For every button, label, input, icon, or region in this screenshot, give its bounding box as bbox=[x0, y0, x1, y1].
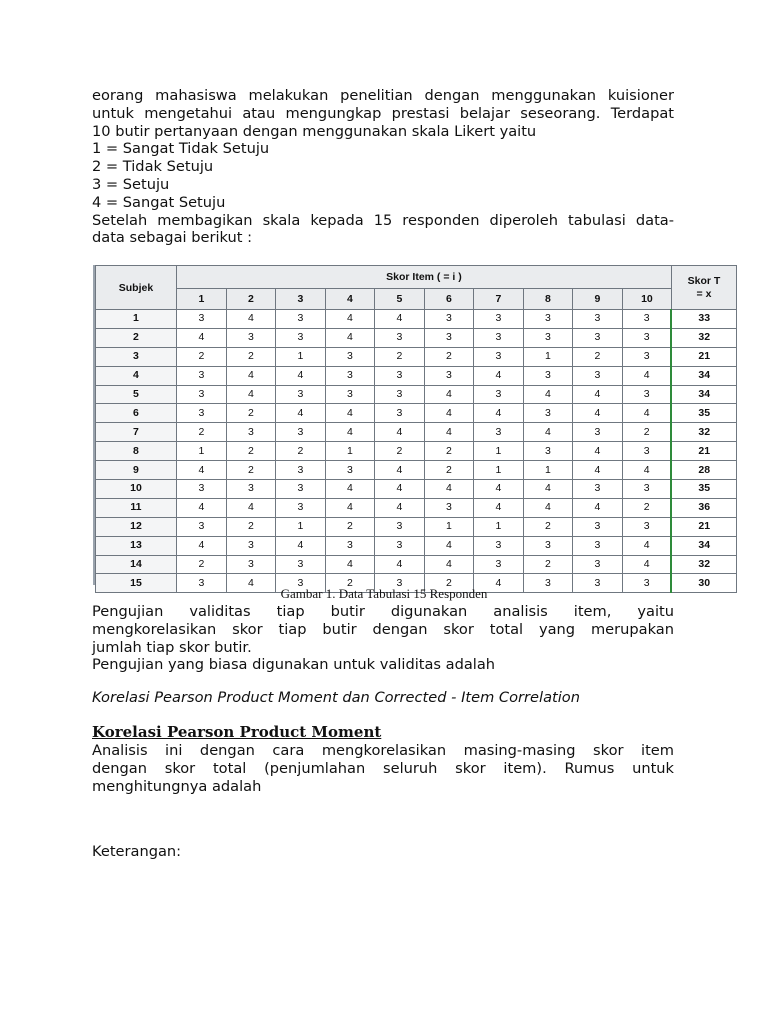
validity-line-2: mengkorelasikan skor tiap butir dengan skor total yang merupakan bbox=[92, 620, 674, 638]
score-cell: 4 bbox=[424, 423, 473, 442]
pearson-heading: Korelasi Pearson Product Moment bbox=[92, 723, 382, 741]
keterangan-label: Keterangan: bbox=[92, 843, 182, 860]
intro-line-5: data sebagai berikut : bbox=[92, 229, 253, 247]
score-cell: 4 bbox=[325, 480, 374, 499]
score-cell: 3 bbox=[275, 328, 325, 347]
score-cell: 1 bbox=[523, 461, 572, 480]
subject-cell: 15 bbox=[96, 574, 177, 593]
score-cell: 4 bbox=[226, 310, 275, 329]
score-cell: 4 bbox=[424, 385, 473, 404]
pearson-paragraph bbox=[92, 742, 674, 795]
score-cell: 4 bbox=[325, 328, 374, 347]
score-cell: 2 bbox=[325, 574, 374, 593]
intro-paragraph bbox=[92, 87, 674, 247]
score-cell: 3 bbox=[473, 423, 523, 442]
total-cell: 34 bbox=[671, 366, 736, 385]
likert-scale-3: 3 = Setuju bbox=[92, 175, 170, 193]
score-cell: 3 bbox=[473, 536, 523, 555]
subject-cell: 2 bbox=[96, 328, 177, 347]
score-cell: 4 bbox=[226, 574, 275, 593]
score-cell: 3 bbox=[176, 480, 226, 499]
score-cell: 3 bbox=[523, 310, 572, 329]
score-cell: 3 bbox=[523, 574, 572, 593]
score-cell: 4 bbox=[226, 498, 275, 517]
score-cell: 3 bbox=[572, 536, 622, 555]
score-cell: 3 bbox=[622, 385, 671, 404]
score-cell: 4 bbox=[523, 498, 572, 517]
total-cell: 28 bbox=[671, 461, 736, 480]
score-cell: 3 bbox=[572, 328, 622, 347]
likert-scale-1: 1 = Sangat Tidak Setuju bbox=[92, 140, 270, 158]
score-cell: 4 bbox=[473, 574, 523, 593]
score-cell: 4 bbox=[275, 536, 325, 555]
score-cell: 3 bbox=[622, 574, 671, 593]
score-cell: 3 bbox=[275, 480, 325, 499]
intro-line-2: untuk mengetahui atau mengungkap prestasi belajar seseorang. Terdapat bbox=[92, 104, 674, 122]
intro-line-3: 10 butir pertanyaan dengan menggunakan skala Likert yaitu bbox=[92, 122, 537, 140]
item-number-header: 6 bbox=[424, 289, 473, 310]
score-cell: 3 bbox=[424, 310, 473, 329]
score-cell: 1 bbox=[325, 442, 374, 461]
score-cell: 4 bbox=[325, 310, 374, 329]
validity-line-3: jumlah tiap skor butir. bbox=[92, 638, 252, 656]
score-cell: 2 bbox=[523, 555, 572, 574]
score-cell: 2 bbox=[424, 461, 473, 480]
item-number-header: 3 bbox=[275, 289, 325, 310]
score-cell: 4 bbox=[572, 498, 622, 517]
score-cell: 1 bbox=[473, 442, 523, 461]
score-cell: 3 bbox=[622, 480, 671, 499]
validity-line-1: Pengujian validitas tiap butir digunakan analisis item, yaitu bbox=[92, 603, 674, 620]
score-cell: 4 bbox=[176, 536, 226, 555]
subject-cell: 1 bbox=[96, 310, 177, 329]
score-cell: 4 bbox=[473, 366, 523, 385]
score-cell: 3 bbox=[325, 366, 374, 385]
score-cell: 4 bbox=[572, 385, 622, 404]
total-cell: 36 bbox=[671, 498, 736, 517]
table-row bbox=[96, 328, 737, 347]
score-cell: 3 bbox=[572, 480, 622, 499]
score-cell: 3 bbox=[572, 555, 622, 574]
pearson-line-2: dengan skor total (penjumlahan seluruh skor item). Rumus untuk bbox=[92, 759, 674, 777]
table-row bbox=[96, 404, 737, 423]
total-cell: 32 bbox=[671, 423, 736, 442]
score-cell: 2 bbox=[622, 498, 671, 517]
table-row bbox=[96, 517, 737, 536]
score-cell: 4 bbox=[275, 404, 325, 423]
score-cell: 4 bbox=[325, 498, 374, 517]
score-cell: 3 bbox=[374, 385, 424, 404]
score-cell: 1 bbox=[275, 517, 325, 536]
item-number-header: 4 bbox=[325, 289, 374, 310]
data-table-figure bbox=[93, 265, 721, 589]
table-row bbox=[96, 385, 737, 404]
item-number-header: 10 bbox=[622, 289, 671, 310]
total-cell: 34 bbox=[671, 385, 736, 404]
item-number-header: 8 bbox=[523, 289, 572, 310]
subject-header: Subjek bbox=[96, 266, 177, 310]
subject-cell: 4 bbox=[96, 366, 177, 385]
score-cell: 3 bbox=[572, 517, 622, 536]
score-cell: 4 bbox=[424, 536, 473, 555]
score-cell: 3 bbox=[473, 310, 523, 329]
score-cell: 1 bbox=[523, 347, 572, 366]
table-row bbox=[96, 423, 737, 442]
pearson-line-1: Analisis ini dengan cara mengkorelasikan masing-masing skor item bbox=[92, 742, 674, 759]
score-cell: 1 bbox=[424, 517, 473, 536]
score-cell: 3 bbox=[275, 385, 325, 404]
score-cell: 2 bbox=[226, 404, 275, 423]
score-cell: 1 bbox=[176, 442, 226, 461]
score-cell: 3 bbox=[226, 480, 275, 499]
total-cell: 21 bbox=[671, 442, 736, 461]
intro-line-4: Setelah membagikan skala kepada 15 responden diperoleh tabulasi data- bbox=[92, 211, 674, 229]
score-cell: 3 bbox=[523, 328, 572, 347]
subject-cell: 13 bbox=[96, 536, 177, 555]
table-row bbox=[96, 555, 737, 574]
score-cell: 3 bbox=[473, 385, 523, 404]
score-cell: 3 bbox=[226, 328, 275, 347]
total-cell: 35 bbox=[671, 480, 736, 499]
score-cell: 3 bbox=[374, 366, 424, 385]
score-cell: 4 bbox=[325, 404, 374, 423]
score-cell: 3 bbox=[424, 328, 473, 347]
score-cell: 3 bbox=[176, 574, 226, 593]
subject-cell: 8 bbox=[96, 442, 177, 461]
subject-cell: 7 bbox=[96, 423, 177, 442]
score-cell: 3 bbox=[473, 328, 523, 347]
score-cell: 3 bbox=[523, 536, 572, 555]
score-cell: 2 bbox=[226, 347, 275, 366]
total-header-line-2: = x bbox=[696, 287, 712, 300]
score-cell: 3 bbox=[325, 385, 374, 404]
subject-cell: 10 bbox=[96, 480, 177, 499]
score-cell: 1 bbox=[473, 517, 523, 536]
score-cell: 3 bbox=[226, 555, 275, 574]
score-cell: 3 bbox=[176, 366, 226, 385]
subject-cell: 9 bbox=[96, 461, 177, 480]
score-cell: 4 bbox=[275, 366, 325, 385]
score-cell: 4 bbox=[176, 498, 226, 517]
score-cell: 4 bbox=[424, 404, 473, 423]
total-score-header bbox=[671, 266, 736, 310]
total-cell: 33 bbox=[671, 310, 736, 329]
table-row bbox=[96, 442, 737, 461]
score-cell: 4 bbox=[325, 555, 374, 574]
score-cell: 3 bbox=[473, 347, 523, 366]
total-cell: 21 bbox=[671, 347, 736, 366]
table-row bbox=[96, 536, 737, 555]
table-row bbox=[96, 480, 737, 499]
score-cell: 3 bbox=[622, 310, 671, 329]
score-cell: 4 bbox=[622, 404, 671, 423]
score-cell: 4 bbox=[424, 555, 473, 574]
table-row bbox=[96, 310, 737, 329]
item-number-header: 1 bbox=[176, 289, 226, 310]
score-cell: 2 bbox=[176, 347, 226, 366]
table-row bbox=[96, 347, 737, 366]
subject-cell: 14 bbox=[96, 555, 177, 574]
score-cell: 2 bbox=[275, 442, 325, 461]
score-cell: 2 bbox=[374, 347, 424, 366]
score-cell: 3 bbox=[325, 536, 374, 555]
total-cell: 32 bbox=[671, 555, 736, 574]
intro-line-1: eorang mahasiswa melakukan penelitian dengan menggunakan kuisioner bbox=[92, 87, 674, 104]
score-cell: 3 bbox=[275, 574, 325, 593]
score-cell: 3 bbox=[424, 498, 473, 517]
score-cell: 3 bbox=[275, 555, 325, 574]
score-cell: 3 bbox=[622, 328, 671, 347]
score-cell: 3 bbox=[374, 517, 424, 536]
likert-scale-2: 2 = Tidak Setuju bbox=[92, 158, 214, 176]
score-cell: 3 bbox=[275, 310, 325, 329]
score-cell: 4 bbox=[523, 480, 572, 499]
validity-paragraph bbox=[92, 603, 674, 674]
validity-method-intro: Pengujian yang biasa digunakan untuk validitas adalah bbox=[92, 656, 496, 674]
validity-methods: Korelasi Pearson Product Moment dan Corrected - Item Correlation bbox=[92, 689, 580, 706]
total-cell: 32 bbox=[671, 328, 736, 347]
score-cell: 2 bbox=[424, 347, 473, 366]
score-cell: 4 bbox=[622, 366, 671, 385]
score-cell: 3 bbox=[275, 461, 325, 480]
score-cell: 3 bbox=[374, 536, 424, 555]
score-cell: 2 bbox=[523, 517, 572, 536]
total-header-line-1: Skor T bbox=[687, 274, 721, 287]
score-cell: 4 bbox=[572, 442, 622, 461]
subject-cell: 3 bbox=[96, 347, 177, 366]
score-cell: 2 bbox=[572, 347, 622, 366]
score-cell: 4 bbox=[374, 480, 424, 499]
score-cell: 4 bbox=[473, 404, 523, 423]
score-cell: 4 bbox=[226, 385, 275, 404]
score-cell: 3 bbox=[424, 366, 473, 385]
score-cell: 4 bbox=[622, 536, 671, 555]
score-cell: 3 bbox=[374, 574, 424, 593]
subject-cell: 11 bbox=[96, 498, 177, 517]
score-cell: 4 bbox=[325, 423, 374, 442]
score-cell: 3 bbox=[473, 555, 523, 574]
score-cell: 4 bbox=[473, 480, 523, 499]
item-score-header: Skor Item ( = i ) bbox=[176, 266, 671, 289]
score-cell: 4 bbox=[572, 461, 622, 480]
score-cell: 4 bbox=[622, 461, 671, 480]
score-cell: 3 bbox=[325, 347, 374, 366]
total-cell: 30 bbox=[671, 574, 736, 593]
item-number-header: 9 bbox=[572, 289, 622, 310]
score-cell: 3 bbox=[572, 366, 622, 385]
score-cell: 3 bbox=[226, 536, 275, 555]
score-cell: 2 bbox=[424, 574, 473, 593]
score-cell: 4 bbox=[176, 461, 226, 480]
figure-caption: Gambar 1. Data Tabulasi 15 Responden bbox=[280, 586, 488, 601]
score-cell: 3 bbox=[226, 423, 275, 442]
total-cell: 34 bbox=[671, 536, 736, 555]
score-cell: 3 bbox=[325, 461, 374, 480]
score-cell: 4 bbox=[374, 423, 424, 442]
score-cell: 3 bbox=[523, 404, 572, 423]
score-cell: 4 bbox=[374, 498, 424, 517]
table-row bbox=[96, 461, 737, 480]
score-cell: 4 bbox=[572, 404, 622, 423]
score-cell: 4 bbox=[226, 366, 275, 385]
score-cell: 3 bbox=[572, 574, 622, 593]
item-number-header: 7 bbox=[473, 289, 523, 310]
score-cell: 3 bbox=[523, 442, 572, 461]
score-cell: 2 bbox=[176, 555, 226, 574]
score-cell: 1 bbox=[473, 461, 523, 480]
score-cell: 4 bbox=[374, 461, 424, 480]
likert-scale-4: 4 = Sangat Setuju bbox=[92, 193, 226, 211]
score-cell: 4 bbox=[424, 480, 473, 499]
total-cell: 35 bbox=[671, 404, 736, 423]
score-cell: 3 bbox=[275, 423, 325, 442]
score-cell: 3 bbox=[374, 328, 424, 347]
score-cell: 3 bbox=[176, 517, 226, 536]
table-row bbox=[96, 366, 737, 385]
score-cell: 2 bbox=[226, 517, 275, 536]
score-cell: 4 bbox=[523, 423, 572, 442]
score-cell: 3 bbox=[622, 517, 671, 536]
score-cell: 3 bbox=[176, 310, 226, 329]
score-cell: 3 bbox=[572, 310, 622, 329]
data-table bbox=[95, 265, 737, 593]
score-cell: 4 bbox=[374, 310, 424, 329]
score-cell: 3 bbox=[176, 385, 226, 404]
subject-cell: 12 bbox=[96, 517, 177, 536]
score-cell: 4 bbox=[374, 555, 424, 574]
total-cell: 21 bbox=[671, 517, 736, 536]
score-cell: 3 bbox=[275, 498, 325, 517]
item-number-header: 2 bbox=[226, 289, 275, 310]
subject-cell: 5 bbox=[96, 385, 177, 404]
score-cell: 3 bbox=[523, 366, 572, 385]
score-cell: 2 bbox=[622, 423, 671, 442]
score-cell: 2 bbox=[176, 423, 226, 442]
score-cell: 4 bbox=[622, 555, 671, 574]
score-cell: 4 bbox=[523, 385, 572, 404]
score-cell: 2 bbox=[325, 517, 374, 536]
score-cell: 3 bbox=[572, 423, 622, 442]
table-body bbox=[96, 310, 737, 593]
score-cell: 3 bbox=[374, 404, 424, 423]
score-cell: 2 bbox=[226, 461, 275, 480]
score-cell: 4 bbox=[473, 498, 523, 517]
item-number-header: 5 bbox=[374, 289, 424, 310]
subject-cell: 6 bbox=[96, 404, 177, 423]
score-cell: 1 bbox=[275, 347, 325, 366]
score-cell: 3 bbox=[176, 404, 226, 423]
score-cell: 2 bbox=[226, 442, 275, 461]
score-cell: 3 bbox=[622, 347, 671, 366]
pearson-line-3: menghitungnya adalah bbox=[92, 777, 262, 795]
score-cell: 4 bbox=[176, 328, 226, 347]
score-cell: 2 bbox=[424, 442, 473, 461]
item-number-row bbox=[96, 289, 737, 310]
score-cell: 3 bbox=[622, 442, 671, 461]
score-cell: 2 bbox=[374, 442, 424, 461]
table-row bbox=[96, 498, 737, 517]
